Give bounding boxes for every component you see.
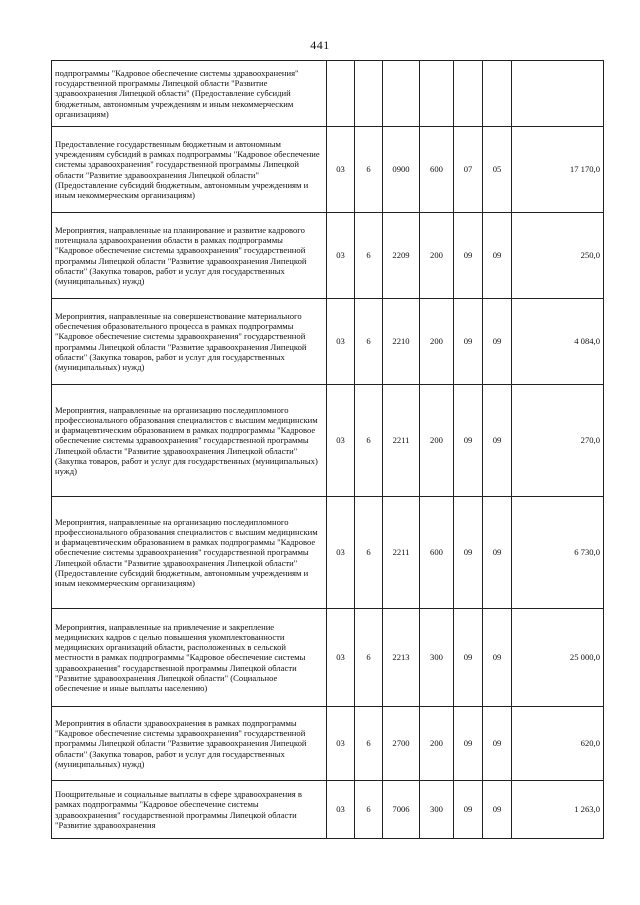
row-code-3: 2700: [383, 707, 420, 781]
row-amount: 620,0: [512, 707, 604, 781]
row-code-3: 2209: [383, 213, 420, 299]
row-code-1: 03: [327, 213, 355, 299]
row-code-2: 6: [355, 609, 383, 707]
budget-table: [51, 60, 604, 839]
table-row: [52, 497, 604, 609]
row-amount: 250,0: [512, 213, 604, 299]
row-amount: 17 170,0: [512, 127, 604, 213]
row-code-4: 200: [420, 707, 454, 781]
row-code-1: 03: [327, 299, 355, 385]
row-description: Мероприятия, направленные на планирование и развитие кадрового потенциала здравоохранения области в рамках подпрограммы "Кадровое обеспечение системы здравоохранения" государственной программы Липецкой области "Развитие здравоохранения Липецкой области" (Закупка товаров, работ и услуг для государственных (муниципальных) нужд): [52, 213, 327, 299]
row-code-1: 03: [327, 127, 355, 213]
row-code-1: 03: [327, 781, 355, 839]
row-code-5: 09: [454, 707, 483, 781]
table-row: [52, 213, 604, 299]
row-code-4: 300: [420, 781, 454, 839]
row-amount: 1 263,0: [512, 781, 604, 839]
row-code-2: 6: [355, 707, 383, 781]
row-code-5: 09: [454, 299, 483, 385]
row-code-5: 09: [454, 781, 483, 839]
row-code-2: 6: [355, 497, 383, 609]
row-description: Предоставление государственным бюджетным и автономным учреждениям субсидий в рамках подпрограммы "Кадровое обеспечение системы здравоохранения" государственной программы Липецкой области "Развитие здравоохранения Липецкой области" (Предоставление субсидий бюджетным, автономным учреждениям и иным некоммерческим организациям): [52, 127, 327, 213]
row-description: Мероприятия, направленные на организацию последипломного профессионального образования специалистов с высшим медицинским и фармацевтическим образованием в рамках подпрограммы "Кадровое обеспечение системы здравоохранения" государственной программы Липецкой области "Развитие здравоохранения Липецкой области" (Предоставление субсидий бюджетным, автономным учреждениям и иным некоммерческим организациям): [52, 497, 327, 609]
row-code-6: [483, 61, 512, 127]
table-row: [52, 385, 604, 497]
row-code-4: 200: [420, 385, 454, 497]
row-code-6: 09: [483, 707, 512, 781]
row-code-3: 2213: [383, 609, 420, 707]
table-row: [52, 299, 604, 385]
row-code-5: 09: [454, 213, 483, 299]
row-code-3: 2211: [383, 497, 420, 609]
row-code-5: 07: [454, 127, 483, 213]
row-code-2: [355, 61, 383, 127]
row-description: Поощрительные и социальные выплаты в сфере здравоохранения в рамках подпрограммы "Кадровое обеспечение системы здравоохранения" государственной программы Липецкой области "Развитие здравоохранения: [52, 781, 327, 839]
row-description: Мероприятия, направленные на привлечение и закрепление медицинских кадров с целью повышения укомплектованности медицинских организаций области, расположенных в сельской местности в рамках подпрограммы "Кадровое обеспечение системы здравоохранения" государственной программы Липецкой области "Развитие здравоохранения Липецкой области" (Социальное обеспечение и иные выплаты населению): [52, 609, 327, 707]
row-description: подпрограммы "Кадровое обеспечение системы здравоохранения" государственной программы Липецкой области "Развитие здравоохранения Липецкой области" (Предоставление субсидий бюджетным, автономным учреждениям и иным некоммерческим организациям): [52, 61, 327, 127]
row-code-1: 03: [327, 385, 355, 497]
row-code-5: 09: [454, 497, 483, 609]
row-code-1: 03: [327, 707, 355, 781]
table-row: [52, 127, 604, 213]
table-row: [52, 781, 604, 839]
row-amount: 270,0: [512, 385, 604, 497]
page-number: 441: [310, 38, 330, 52]
row-code-3: 7006: [383, 781, 420, 839]
row-description: Мероприятия, направленные на организацию последипломного профессионального образования специалистов с высшим медицинским и фармацевтическим образованием в рамках подпрограммы "Кадровое обеспечение системы здравоохранения" государственной программы Липецкой области "Развитие здравоохранения Липецкой области" (Закупка товаров, работ и услуг для государственных (муниципальных) нужд): [52, 385, 327, 497]
row-amount: 4 084,0: [512, 299, 604, 385]
row-code-2: 6: [355, 385, 383, 497]
row-code-4: 300: [420, 609, 454, 707]
table-row: [52, 707, 604, 781]
row-code-5: 09: [454, 609, 483, 707]
row-code-6: 05: [483, 127, 512, 213]
row-code-6: 09: [483, 213, 512, 299]
row-code-1: [327, 61, 355, 127]
row-code-3: 2210: [383, 299, 420, 385]
row-code-4: 200: [420, 213, 454, 299]
row-code-5: 09: [454, 385, 483, 497]
row-code-6: 09: [483, 299, 512, 385]
row-code-6: 09: [483, 385, 512, 497]
row-code-3: 0900: [383, 127, 420, 213]
table-row: [52, 609, 604, 707]
row-amount: [512, 61, 604, 127]
row-description: Мероприятия, направленные на совершенствование материального обеспечения образовательного процесса в рамках подпрограммы "Кадровое обеспечение системы здравоохранения" государственной программы Липецкой области "Развитие здравоохранения Липецкой области" (Закупка товаров, работ и услуг для государственных (муниципальных) нужд): [52, 299, 327, 385]
row-code-4: 600: [420, 497, 454, 609]
row-code-4: 200: [420, 299, 454, 385]
row-code-2: 6: [355, 781, 383, 839]
row-code-6: 09: [483, 497, 512, 609]
row-amount: 6 730,0: [512, 497, 604, 609]
row-code-1: 03: [327, 609, 355, 707]
row-code-5: [454, 61, 483, 127]
row-code-3: 2211: [383, 385, 420, 497]
row-code-6: 09: [483, 781, 512, 839]
row-code-3: [383, 61, 420, 127]
row-description: Мероприятия в области здравоохранения в рамках подпрограммы "Кадровое обеспечение системы здравоохранения" государственной программы Липецкой области "Развитие здравоохранения Липецкой области" (Закупка товаров, работ и услуг для государственных (муниципальных) нужд): [52, 707, 327, 781]
row-code-2: 6: [355, 127, 383, 213]
table-row: [52, 61, 604, 127]
row-code-2: 6: [355, 299, 383, 385]
row-code-1: 03: [327, 497, 355, 609]
row-code-4: 600: [420, 127, 454, 213]
row-amount: 25 000,0: [512, 609, 604, 707]
row-code-2: 6: [355, 213, 383, 299]
row-code-4: [420, 61, 454, 127]
row-code-6: 09: [483, 609, 512, 707]
